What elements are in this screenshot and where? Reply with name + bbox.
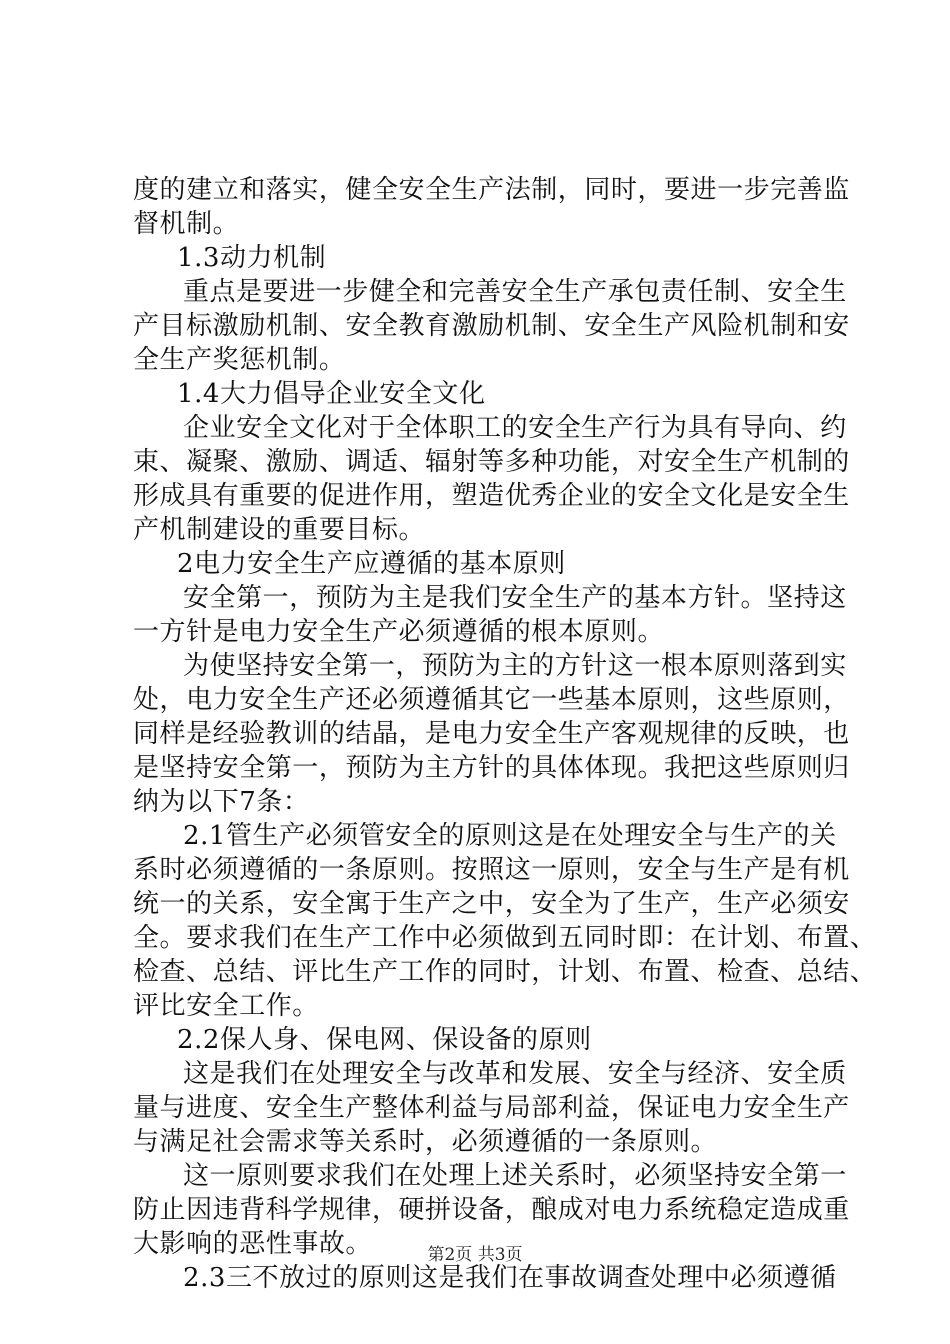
text-line: 大影响的恶性事故。 [133, 1229, 372, 1259]
text-line: 束、凝聚、激励、调适、辐射等多种功能，对安全生产机制的 [133, 447, 850, 477]
text-line: 企业安全文化对于全体职工的安全生产行为具有导向、约 [183, 413, 847, 443]
text-line: 形成具有重要的促进作用，塑造优秀企业的安全文化是安全生 [133, 481, 850, 511]
text-line: 这是我们在处理安全与改革和发展、安全与经济、安全质 [183, 1059, 847, 1089]
text-line: 统一的关系，安全寓于生产之中，安全为了生产，生产必须安 [133, 889, 850, 919]
text-line: 度的建立和落实，健全安全生产法制，同时，要进一步完善监 [133, 175, 850, 205]
section-heading: 2电力安全生产应遵循的基本原则 [177, 549, 566, 579]
page-footer: 第2页 共3页 [427, 1245, 523, 1265]
text-line: 2.1管生产必须管安全的原则这是在处理安全与生产的关 [183, 821, 837, 851]
text-line: 同样是经验教训的结晶，是电力安全生产客观规律的反映，也 [133, 719, 850, 749]
text-line: 这一原则要求我们在处理上述关系时，必须坚持安全第一 [183, 1161, 847, 1191]
text-line: 督机制。 [133, 209, 240, 239]
text-line: 全生产奖惩机制。 [133, 345, 346, 375]
text-line: 一方针是电力安全生产必须遵循的根本原则。 [133, 617, 665, 647]
text-line: 为使坚持安全第一，预防为主的方针这一根本原则落到实 [183, 651, 847, 681]
text-line: 2.3三不放过的原则这是我们在事故调查处理中必须遵循 [183, 1263, 837, 1293]
text-line: 产目标激励机制、安全教育激励机制、安全生产风险机制和安 [133, 311, 850, 341]
text-line: 处，电力安全生产还必须遵循其它一些基本原则，这些原则， [133, 685, 850, 715]
text-line: 检查、总结、评比生产工作的同时，计划、布置、检查、总结、 [133, 957, 877, 987]
text-line: 系时必须遵循的一条原则。按照这一原则，安全与生产是有机 [133, 855, 850, 885]
text-line: 全。要求我们在生产工作中必须做到五同时即：在计划、布置、 [133, 923, 877, 953]
text-line: 重点是要进一步健全和完善安全生产承包责任制、安全生 [183, 277, 847, 307]
text-line: 量与进度、安全生产整体利益与局部利益，保证电力安全生产 [133, 1093, 850, 1123]
text-line: 安全第一，预防为主是我们安全生产的基本方针。坚持这 [183, 583, 847, 613]
text-line: 是坚持安全第一，预防为主方针的具体体现。我把这些原则归 [133, 753, 850, 783]
document-body [133, 173, 877, 1295]
text-line: 评比安全工作。 [133, 991, 319, 1021]
text-line: 产机制建设的重要目标。 [133, 515, 426, 545]
section-heading: 2.2保人身、保电网、保设备的原则 [177, 1025, 592, 1055]
section-heading: 1.3动力机制 [177, 243, 327, 273]
section-heading: 1.4大力倡导企业安全文化 [177, 379, 486, 409]
text-line: 纳为以下7条： [133, 787, 310, 817]
text-line: 与满足社会需求等关系时，必须遵循的一条原则。 [133, 1127, 718, 1157]
text-line: 防止因违背科学规律，硬拼设备，酿成对电力系统稳定造成重 [133, 1195, 850, 1225]
